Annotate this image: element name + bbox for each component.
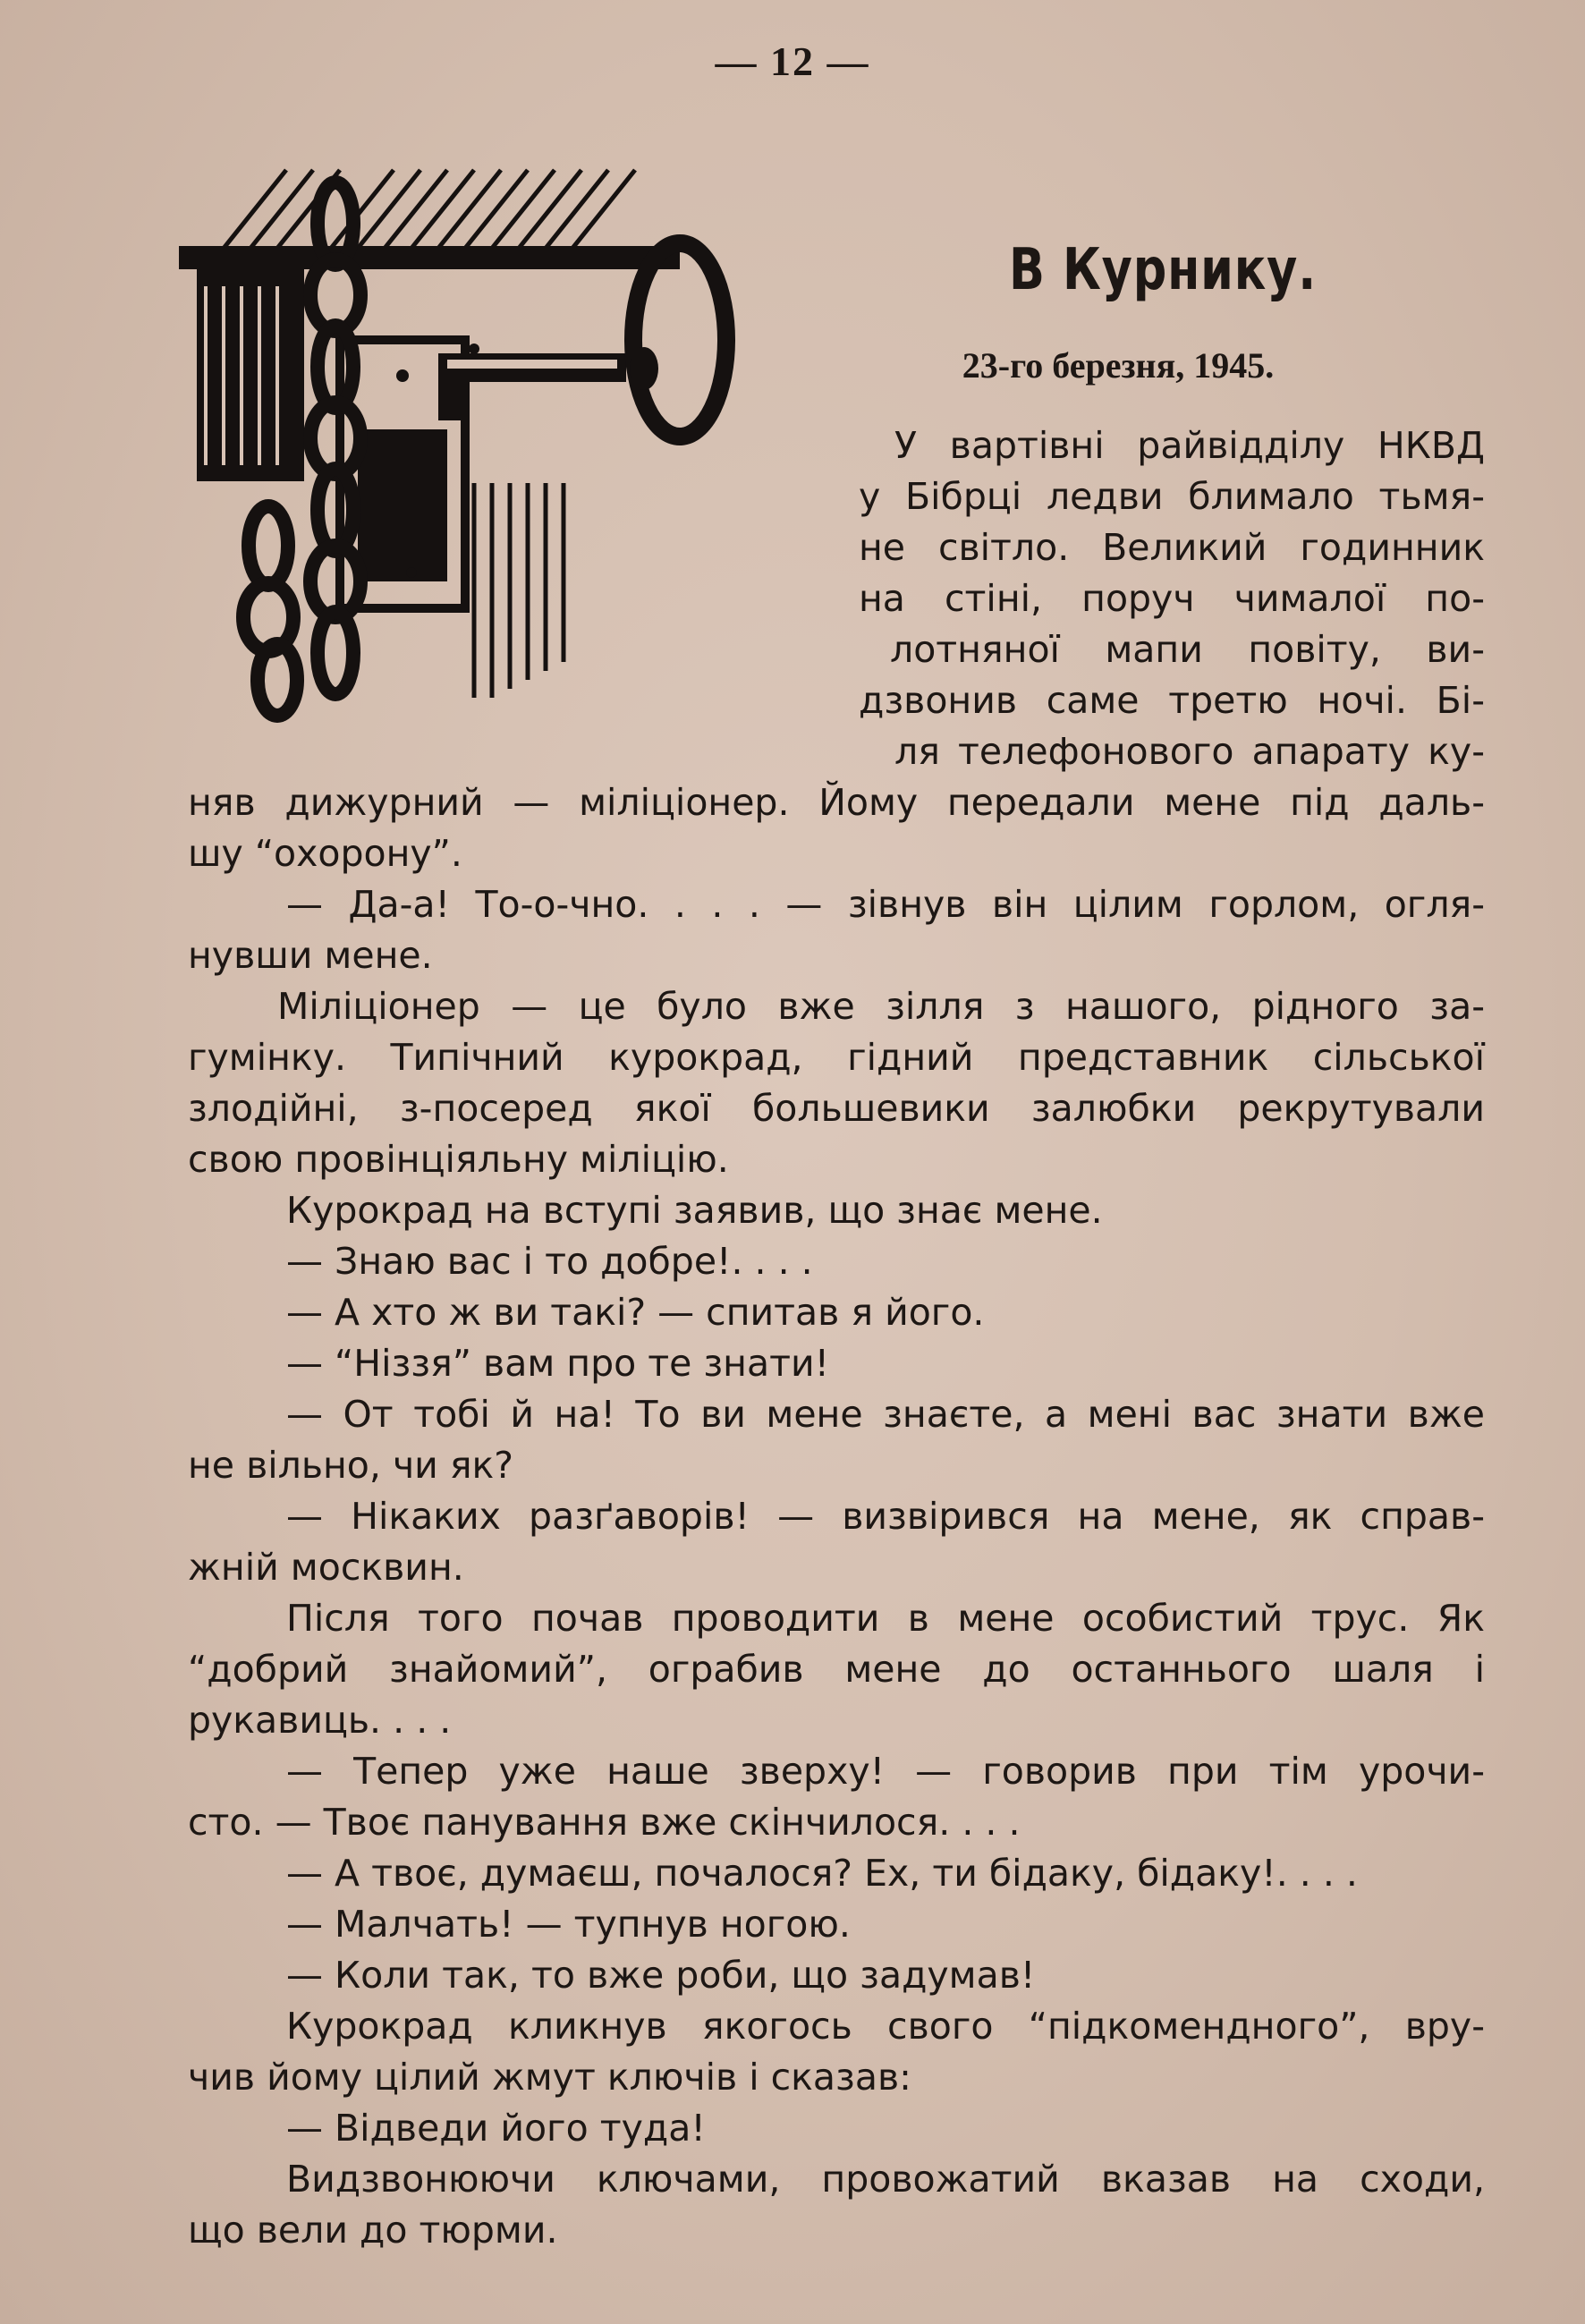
text-line: — Малчать! — тупнув ногою. bbox=[286, 1903, 851, 1946]
text-line: сто. — Твоє панування вже скінчилося. . . . bbox=[188, 1801, 1021, 1844]
text-line: дзвонив саме третю ночі. Бі- bbox=[859, 679, 1485, 722]
text-line: на стіні, поруч чималої по- bbox=[859, 577, 1485, 620]
text-line: Курокрад кликнув якогось свого “підкомендного”, вру- bbox=[286, 2005, 1485, 2048]
text-line: чив йому цілий жмут ключів і сказав: bbox=[188, 2056, 911, 2099]
text-line: — Відведи його туда! bbox=[286, 2107, 706, 2150]
text-line: — “Ніззя” вам про те знати! bbox=[286, 1342, 830, 1385]
text-line: нувши мене. bbox=[188, 934, 433, 977]
text-line: лотняної мапи повіту, ви- bbox=[890, 628, 1485, 671]
text-line: не вільно, чи як? bbox=[188, 1444, 514, 1487]
text-line: “добрий знайомий”, ограбив мене до останнього шаля і bbox=[188, 1648, 1485, 1691]
text-line: у Бібрці ледви блимало тьмя- bbox=[859, 475, 1485, 518]
text-line: що вели до тюрми. bbox=[188, 2209, 558, 2252]
text-line: няв дижурний — міліціонер. Йому передали мене під даль- bbox=[188, 781, 1485, 824]
text-line: — А хто ж ви такі? — спитав я його. bbox=[286, 1291, 985, 1334]
text-line: ля телефонового апарату ку- bbox=[894, 730, 1485, 773]
text-line: — А твоє, думаєш, почалося? Ех, ти бідаку, бідаку!. . . . bbox=[286, 1852, 1358, 1895]
text-line: жній москвин. bbox=[188, 1546, 464, 1589]
text-line: — Да-а! То-о-чно. . . . — зівнув він цілим горлом, огля- bbox=[286, 883, 1485, 926]
text-line: рукавиць. . . . bbox=[188, 1699, 452, 1742]
chapter-date: 23-го березня, 1945. bbox=[962, 345, 1275, 386]
text-line: гумінку. Типічний курокрад, гідний представник сільської bbox=[188, 1036, 1485, 1079]
text-line: не світло. Великий годинник bbox=[859, 526, 1485, 569]
text-line: Міліціонер — це було вже зілля з нашого, рідного за- bbox=[277, 985, 1485, 1028]
text-line: У вартівні райвідділу НКВД bbox=[894, 424, 1485, 467]
text-line: — Нікаких разґаворів! — визвірився на мене, як справ- bbox=[286, 1495, 1485, 1538]
text-line: — Коли так, то вже роби, що задумав! bbox=[286, 1954, 1036, 1997]
text-line: Після того почав проводити в мене особистий трус. Як bbox=[286, 1597, 1485, 1640]
text-line: — Знаю вас і то добре!. . . . bbox=[286, 1240, 813, 1283]
text-line: шу “охорону”. bbox=[188, 832, 462, 875]
text-line: злодійні, з-посеред якої большевики залюбки рекрутували bbox=[188, 1087, 1485, 1130]
text-line: свою провінціяльну міліцію. bbox=[188, 1138, 729, 1181]
page-number: — 12 — bbox=[715, 38, 870, 84]
text-line: Видзвонюючи ключами, провожатий вказав на сходи, bbox=[286, 2158, 1485, 2201]
text-line: — Тепер уже наше зверху! — говорив при тім урочи- bbox=[286, 1750, 1485, 1793]
text-line: Курокрад на вступі заявив, що знає мене. bbox=[286, 1189, 1103, 1232]
text-line: — От тобі й на! То ви мене знаєте, а мені вас знати вже bbox=[286, 1393, 1485, 1436]
chapter-title: В Курнику. bbox=[1009, 237, 1317, 303]
